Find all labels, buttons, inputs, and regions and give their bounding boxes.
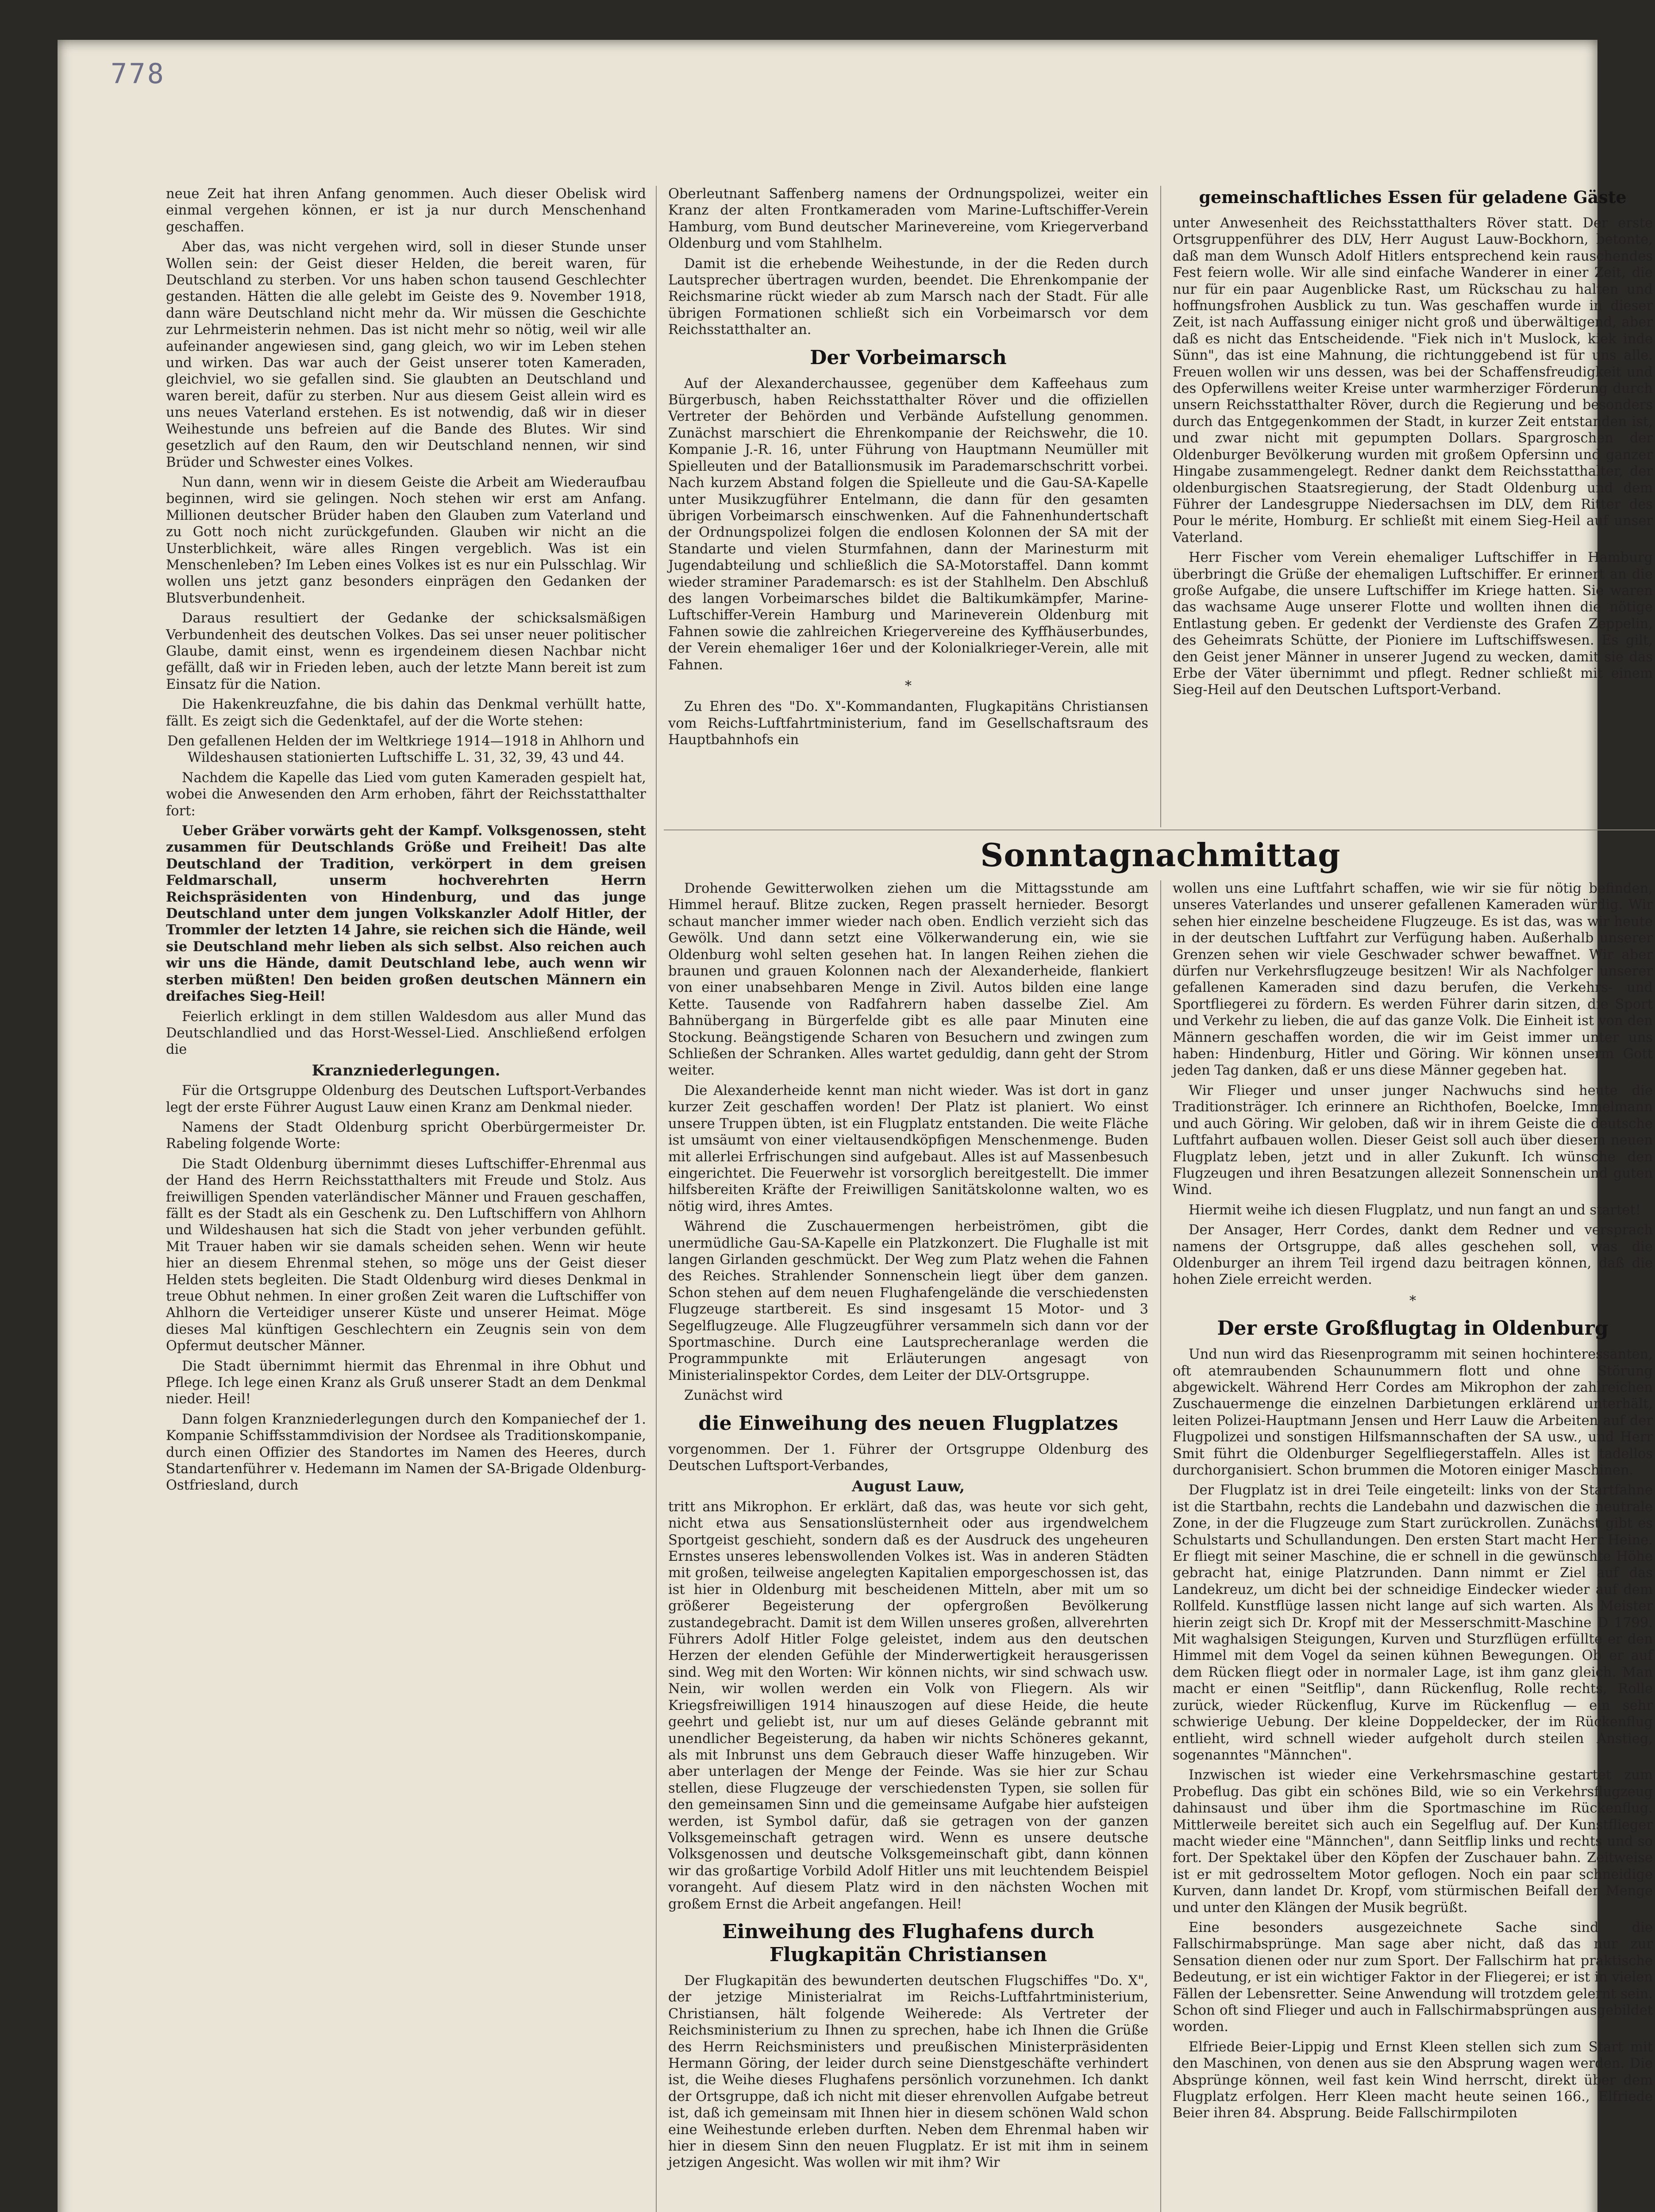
paragraph: Die Stadt Oldenburg übernimmt dieses Luftschiffer-Ehrenmal aus der Hand des Herrn Reichsstatthalters mit Freude und Stolz. Aus freiwilligen Spenden vaterländischer Männer und Frauen geschaffen, fällt es der Stadt als ein Geschenk zu. Den Luftschiffern von Ahlhorn und Wildeshausen hat sich die Stadt von jeher verbunden gefühlt. Mit Trauer haben wir sie damals scheiden sehen. Wenn wir heute hier an diesem Ehrenmal stehen, so möge uns der Geist dieser Helden stets begleiten. Die Stadt Oldenburg wird dieses Denkmal in treue Obhut nehmen. In einer großen Zeit waren die Luftschiffer von Ahlhorn die Verteidiger unserer Küste und unserer Heimat. Möge dieses Mal künftigen Geschlechtern ein Zeugnis sein von dem Opfermut deutscher Männer.	[166, 1156, 646, 1354]
paragraph: Herr Fischer vom Verein ehemaliger Luftschiffer in Hamburg überbringt die Grüße der ehemaligen Luftschiffer. Er erinnert an die große Aufgabe, die unsere Luftschiffer im Kriege hatten. Sie waren das wachsame Auge unserer Flotte und wollten ihnen die nötige Entlastung geben. Er gedenkt der Verdienste des Grafen Zeppelin, des Geheimrats Schütte, der Pioniere im Luftschiffswesen. Es gilt, den Geist jener Männer in unserer Jugend zu wecken, damit sie das Erbe der Väter übernimmt und pflegt. Redner schließt mit einem Sieg-Heil auf den Deutschen Luftsport-Verband.	[1173, 550, 1653, 698]
paragraph: Drohende Gewitterwolken ziehen um die Mittagsstunde am Himmel herauf. Blitze zucken, Regen prasselt hernieder. Besorgt schaut mancher immer wieder nach oben. Endlich verzieht sich das Gewölk. Und dann setzt eine Völkerwanderung ein, wie sie Oldenburg wohl selten gesehen hat. In langen Reihen ziehen die braunen und grauen Kolonnen nach der Alexanderheide, flankiert von einer unabsehbaren Menge in Zivil. Autos bilden eine lange Kette. Tausende von Radfahrern haben dasselbe Ziel. Am Bahnübergang in Bürgerfelde gibt es alle paar Minuten eine Stockung. Beängstigende Scharen von Besuchern und zwingen zum Schließen der Schranken. Alles wartet geduldig, dann geht der Strom weiter.	[668, 881, 1148, 1079]
section-heading: Der erste Großflugtag in Oldenburg	[1217, 1317, 1609, 1340]
paragraph: Oberleutnant Saffenberg namens der Ordnungspolizei, weiter ein Kranz der alten Frontkameraden vom Marine-Luftschiffer-Verein Hamburg, vom Bund deutscher Marinevereine, vom Kriegerverband Oldenburg und vom Stahlhelm.	[668, 186, 1148, 252]
paragraph: Nun dann, wenn wir in diesem Geiste die Arbeit am Wiederaufbau beginnen, wird sie gelingen. Noch stehen wir erst am Anfang. Millionen deutscher Brüder haben den Glauben zum Vaterland und zu Gott noch nicht zurückgefunden. Glauben wir nicht an die Unsterblichkeit, wäre alles Ringen vergeblich. Was ist ein Menschenleben? Im Leben eines Volkes ist es nur ein Pulsschlag. Wir wollen uns jetzt ganz besonders einprägen den Gedanken der Blutsverbundenheit.	[166, 474, 646, 606]
paragraph: tritt ans Mikrophon. Er erklärt, daß das, was heute vor sich geht, nicht etwa aus Sensationslüsternheit oder aus irgendwelchem Sportgeist geschieht, sondern daß es der Ausdruck des ungeheuren Ernstes unseres lebenswollenden Volkes ist. Was in anderen Städten mit großen, teilweise angelegten Kapitalien emporgeschossen ist, das ist hier in Oldenburg mit bescheidenen Mitteln, aber mit um so größerer Begeisterung der opfergroßen Bevölkerung zustandegebracht. Damit ist dem Willen unseres großen, allverehrten Führers Adolf Hitler Folge geleistet, indem aus den deutschen Herzen der elenden Gefühle der Minderwertigkeit herausgerissen sind. Weg mit den Worten: Wir können nichts, wir sind schwach usw. Nein, wir wollen werden ein Volk von Fliegern. Als wir Kriegsfreiwilligen 1914 hinauszogen auf diese Heide, die heute geehrt und geliebt ist, nur um auf dieses Gelände gebrannt mit unendlicher Begeisterung, da haben wir nichts Schöneres gekannt, als mit Inbrunst uns dem Gebrauch dieser Waffe hinzugeben. Wir aber unterlagen der Menge der Feinde. Was sie hier zur Schau stellen, diese Flugzeuge der verschiedensten Typen, sie sollen für den gemeinsamen Sinn und die gemeinsame Aufgabe hier aufsteigen werden, ist Symbol dafür, daß sie getragen von der ganzen Volksgemeinschaft getragen wird. Wenn es unsere deutsche Volksgenossen und deutsche Volksgemeinschaft gibt, dann können wir das großartige Vorbild Adolf Hitler uns mit leuchtendem Beispiel vorangeht. Auf diesem Platz wird in den nächsten Wochen mit großem Ernst die Arbeit angefangen. Heil!	[668, 1499, 1148, 1912]
column-divider	[656, 186, 657, 2212]
separator-asterisk: *	[905, 678, 912, 694]
section-heading: Einweihung des Flughafens durch Flugkapitän Christiansen	[722, 1920, 1094, 1966]
paragraph: Hiermit weihe ich diesen Flugplatz, und nun fangt an und startet!	[1189, 1202, 1641, 1218]
page-number: 778	[111, 58, 166, 90]
paragraph: Für die Ortsgruppe Oldenburg des Deutschen Luftsport-Verbandes legt der erste Führer August Lauw einen Kranz am Denkmal nieder.	[166, 1083, 646, 1115]
paragraph: Dann folgen Kranzniederlegungen durch den Kompaniechef der 1. Kompanie Schiffsstammdivision der Nordsee als Traditionskompanie, durch einen Offizier des Standortes im Namen des Heeres, durch Standartenführer v. Hedemann im Namen der SA-Brigade Oldenburg-Ostfriesland, durch	[166, 1411, 646, 1494]
paragraph: Eine besonders ausgezeichnete Sache sind die Fallschirmabsprünge. Man sage aber nicht, daß das nur zur Sensation dienen oder nur zum Sport. Der Fallschirm hat praktische Bedeutung, er ist ein wichtiger Faktor in der Fliegerei; er ist in vielen Fällen der Lebensretter. Seine Anwendung will trotzdem gelernt sein. Schon oft sind Flieger und auch in Fallschirmabsprüngen ausgebildet worden.	[1173, 1920, 1653, 2035]
paragraph: Und nun wird das Riesenprogramm mit seinen hochinteressanten, oft atemraubenden Schaunummern flott und ohne Störung abgewickelt. Während Herr Cordes am Mikrophon der zahlreichen Zuschauermenge die einzelnen Darbietungen erklärend unterhält, leiten Polizei-Hauptmann Jensen und Herr Lauw die Arbeiten auf der Flugpolizei und sonstigen Hilfsmannschaften der SA usw., und Herr Smit führt die Oldenburger Segelfliegerstaffeln. Alles ist tadellos durchorganisiert. Schon brummen die Motoren einiger Maschinen.	[1173, 1347, 1653, 1478]
paragraph: Auf der Alexanderchaussee, gegenüber dem Kaffeehaus zum Bürgerbusch, haben Reichsstatthalter Röver und die offiziellen Vertreter der Behörden und Verbände Aufstellung genommen. Zunächst marschiert die Ehrenkompanie der Reichswehr, die 10. Kompanie J.-R. 16, unter Führung von Hauptmann Neumüller mit Spielleuten und der Batallionsmusik im Parademarschschritt vorbei. Nach kurzem Abstand folgen die Spielleute und die Gau-SA-Kapelle unter Musikzugführer Entelmann, die dann für den gesamten übrigen Vorbeimarsch einschwenken. Auf die Fahnenhundertschaft der Ordnungspolizei folgen die endlosen Kolonnen der SA mit der Standarte und vielen Sturmfahnen, dann der Marinesturm mit Jugendabteilung und schließlich die SA-Motorstaffel. Dann kommt wieder straminer Parademarsch: es ist der Stahlhelm. Den Abschluß des langen Vorbeimarsches bildet die Baltikumkämpfer, Marine-Luftschiffer-Verein Hamburg und Marineverein Oldenburg mit Fahnen sowie die zahlreichen Kriegervereine des Kyffhäuserbundes, der Verein ehemaliger 16er und der Kolonialkrieger-Verein, alle mit Fahnen.	[668, 376, 1148, 673]
section-heading: gemeinschaftliches Essen für geladene Gäste	[1199, 187, 1627, 207]
column-1	[166, 186, 646, 1498]
column-divider	[1160, 880, 1161, 2212]
column-2-lower	[668, 880, 1148, 2175]
paragraph: Während die Zuschauermengen herbeiströmen, gibt die unermüdliche Gau-SA-Kapelle ein Platzkonzert. Die Flughalle ist mit langen Girlanden geschmückt. Der Weg zum Platz wehen die Fahnen des Reiches. Strahlender Sonnenschein liegt über dem ganzen. Schon stehen auf dem neuen Flughafengelände die verschiedensten Flugzeuge startbereit. Es sind insgesamt 15 Motor- und 3 Segelflugzeuge. Alle Flugzeugführer versammeln sich dann vor der Sportmaschine. Durch eine Lautsprecheranlage werden die Programmpunkte mit Erläuterungen angesagt von Ministerialinspektor Cordes, dem Leiter der DLV-Ortsgruppe.	[668, 1219, 1148, 1383]
section-heading: die Einweihung des neuen Flugplatzes	[698, 1412, 1118, 1435]
separator-asterisk: *	[1409, 1293, 1416, 1309]
paragraph: Feierlich erklingt in dem stillen Waldesdom aus aller Mund das Deutschlandlied und das Horst-Wessel-Lied. Anschließend erfolgen die	[166, 1009, 646, 1058]
paragraph: Damit ist die erhebende Weihestunde, in der die Reden durch Lautsprecher übertragen wurden, beendet. Die Ehrenkompanie der Reichsmarine rückt wieder ab zum Marsch nach der Stadt. Für alle übrigen Formationen schließt sich ein Vorbeimarsch vor dem Reichsstatthalter an.	[668, 256, 1148, 338]
column-2	[668, 186, 1148, 752]
paragraph: unter Anwesenheit des Reichsstatthalters Röver statt. Der erste Ortsgruppenführer des DLV, Herr August Lauw-Bockhorn, betonte, daß man dem Wunsch Adolf Hitlers entsprechend kein rauschendes Fest feiern wolle. Wir alle sind einfache Wanderer in einer Zeit, die nur für ein paar Augenblicke Rast, um Rückschau zu halten und hoffnungsfrohen Ausblick zu tun. Was geschaffen wurde in dieser Zeit, ist nach Auffassung einiger nicht groß und überwältigend, aber daß es nicht das Entscheidende. "Fiek nich in't Muslock, kiek inde Sünn", das ist eine Mahnung, die richtunggebend ist für uns alle. Freuen wollen wir uns dessen, was bei der Schaffensfreudigkeit und des Opferwillens weiter Kreise unter warmherziger Förderung durch unsern Reichsstatthalter Röver, durch die Regierung und besonders durch das Entgegenkommen der Stadt, in kurzer Zeit entstanden ist, und zwar nicht mit gepumpten Dollars. Spargroschen der Oldenburger Bevölkerung wurden mit großem Opfersinn und ganzer Hingabe zusammengelegt. Redner dankt dem Reichsstatthalter, der oldenburgischen Staatsregierung, der Stadt Oldenburg und dem Führer der Landesgruppe Niedersachsen im DLV, dem Ritter des Pour le mérite, Homburg. Er schließt mit einem Sieg-Heil auf unser Vaterland.	[1173, 215, 1653, 545]
paragraph: Die Alexanderheide kennt man nicht wieder. Was ist dort in ganz kurzer Zeit geschaffen worden! Der Platz ist planiert. Wo einst unsere Truppen übten, ist ein Flugplatz entstanden. Die weite Fläche ist umsäumt von einer vieltausendköpfigen Menschenmenge. Buden mit allerlei Erfrischungen sind aufgebaut. Alles ist auf Massenbesuch eingerichtet. Die Feuerwehr ist vorsorglich bereitgestellt. Die immer hilfsbereiten Kräfte der Freiwilligen Sanitätskolonne walten, wo es nötig wird, ihres Amtes.	[668, 1083, 1148, 1214]
section-heading: Der Vorbeimarsch	[810, 346, 1007, 369]
paragraph: Zu Ehren des "Do. X"-Kommandanten, Flugkapitäns Christiansen vom Reichs-Luftfahrtministerium, fand im Gesellschaftsraum des Hauptbahnhofs ein	[668, 699, 1148, 748]
column-3	[1173, 186, 1653, 702]
paragraph: Der Ansager, Herr Cordes, dankt dem Redner und versprach namens der Ortsgruppe, daß alles geschehen soll, was die Oldenburger an ihrem Teil irgend dazu beitragen können, daß die hohen Ziele erreicht werden.	[1173, 1222, 1653, 1288]
section-heading-large: Sonntagnachmittag	[980, 836, 1341, 874]
paragraph: Namens der Stadt Oldenburg spricht Oberbürgermeister Dr. Rabeling folgende Worte:	[166, 1119, 646, 1152]
paragraph: vorgenommen. Der 1. Führer der Ortsgruppe Oldenburg des Deutschen Luftsport-Verbandes,	[668, 1441, 1148, 1474]
section-heading: Kranzniederlegungen.	[312, 1061, 500, 1079]
paragraph: Daraus resultiert der Gedanke der schicksalsmäßigen Verbundenheit des deutschen Volkes. Das sei unser neuer politischer Glaube, damit einst, wenn es irgendeinem diesen Nachbar nicht gefällt, daß wir in Frieden leben, auch der letzte Mann bereit ist zum Einsatz für die Nation.	[166, 611, 646, 692]
paragraph: Nachdem die Kapelle das Lied vom guten Kameraden gespielt hat, wobei die Anwesenden den Arm erhoben, fährt der Reichsstatthalter fort:	[166, 770, 646, 819]
paragraph: Inzwischen ist wieder eine Verkehrsmaschine gestartet zum Probeflug. Das gibt ein schönes Bild, wie so ein Verkehrsflugzeug dahinsaust und über ihm die Sportmaschine im Rückenflug. Mittlerweile bereitet sich auch ein Segelflug auf. Der Kunstflieger macht wieder eine "Männchen", dann Seitflip links und rechts und so fort. Der Spektakel über den Köpfen der Zuschauer bahn. Zeitweise ist er mit gedrosseltem Motor geflogen. Noch ein paar schneidige Kurven, dann landet Dr. Kropf, vom stürmischen Beifall der Menge und unter den Klängen der Musik begrüßt.	[1173, 1767, 1653, 1916]
paragraph: neue Zeit hat ihren Anfang genommen. Auch dieser Obelisk wird einmal vergehen können, er ist ja nur durch Menschenhand geschaffen.	[166, 186, 646, 235]
speaker-name: August Lauw,	[851, 1478, 965, 1496]
paragraph: Elfriede Beier-Lippig und Ernst Kleen stellen sich zum Start mit den Maschinen, von denen aus sie den Absprung wagen werden. Die Absprünge können, weil fast kein Wind herrscht, direkt über dem Flugplatz erfolgen. Herr Kleen macht heute seinen 166., Elfriede Beier ihren 84. Absprung. Beide Fallschirmpiloten	[1173, 2039, 1653, 2121]
paragraph: Die Hakenkreuzfahne, die bis dahin das Denkmal verhüllt hatte, fällt. Es zeigt sich die Gedenktafel, auf der die Worte stehen:	[166, 697, 646, 729]
paragraph: wollen uns eine Luftfahrt schaffen, wie wir sie für nötig befinden, unseres Vaterlandes und unserer gefallenen Kameraden würdig. Wir sehen hier einzelne bescheidene Flugzeuge. Es ist das, was wir heute in der deutschen Luftfahrt zur Verfügung haben. Außerhalb unserer Grenzen sehen wir viele Geschwader schwer bewaffnet. Wir aber dürfen nur Verkehrsflugzeuge besitzen! Wir als Nachfolger unserer gefallenen Kameraden sind dazu berufen, die Verkehrs- und Sportfliegerei zu fördern. Es werden Führer darin sitzen, die Sport und Verkehr zu lieben, die auf das ganze Volk. Die Einheit ist von den Männern geschaffen worden, die wir im Geist immer unter uns haben: Hindenburg, Hitler und Göring. Wir können unserm Gott jeden Tag danken, daß er uns diese Männer gegeben hat.	[1173, 881, 1653, 1079]
paragraph: Der Flugkapitän des bewunderten deutschen Flugschiffes "Do. X", der jetzige Ministerialrat im Reichs-Luftfahrtministerium, Christiansen, hält folgende Weiherede: Als Vertreter der Reichsministerium zu Ihnen zu sprechen, habe ich Ihnen die Grüße des Herrn Reichsministers und preußischen Ministerpräsidenten Hermann Göring, der leider durch seine Dienstgeschäfte verhindert ist, die Weihe dieses Flughafens persönlich vorzunehmen. Ich dankt der Ortsgruppe, daß ich nicht mit dieser ehrenvollen Aufgabe betreut ist, daß ich gemeinsam mit Ihnen hier in diesem schönen Wald schon eine Weihestunde erleben durften. Neben dem Ehrenmal haben wir hier in diesem Sinn den neuen Flugplatz. Er ist mit ihm in seinem jetzigen Angesicht. Was wollen wir mit ihm? Wir	[668, 1973, 1148, 2171]
paragraph: Aber das, was nicht vergehen wird, soll in dieser Stunde unser Wollen sein: der Geist dieser Helden, die bereit waren, für Deutschland zu sterben. Vor uns haben schon tausend Geschlechter gestanden. Hätten die alle gelebt im Geiste des 9. November 1918, dann wäre Deutschland nicht mehr da. Wir müssen die Geschichte zur Lehrmeisterin nehmen. Das ist nicht mehr so nötig, weil wir alle aufeinander angewiesen sind, gang gleich, wo wir im Leben stehen und wirken. Das war auch der Geist unserer toten Kameraden, gleichviel, wo sie gefallen sind. Sie glaubten an Deutschland und waren bereit, dafür zu sterben. Nur aus diesem Geist allein wird es uns neues Vaterland erstehen. Es ist notwendig, daß wir in dieser Weihestunde uns befreien auf die Bande des Blutes. Wir sind gesetzlich auf den Raum, den wir Deutschland nennen, wir sind Brüder und Schwester eines Volkes.	[166, 239, 646, 470]
column-3-lower	[1173, 880, 1653, 2125]
memorial-inscription: Den gefallenen Helden der im Weltkriege 1914—1918 in Ahlhorn und Wildeshausen stationierten Luftschiffe L. 31, 32, 39, 43 und 44.	[167, 733, 645, 766]
paragraph: Zunächst wird	[684, 1388, 783, 1404]
paragraph: Der Flugplatz ist in drei Teile eingeteilt: links von der Startfahne ist die Startbahn, rechts die Landebahn und dazwischen die neutrale Zone, in der die Flugzeuge zum Start zurückrollen. Zunächst gibt es Schulstarts und Schullandungen. Den ersten Start macht Herr Heine. Er fliegt mit seiner Maschine, die er schnell in die gewünschte Höhe gebracht hat, einige Platzrunden. Dann nimmt er Ziel auf das Landekreuz, um dicht bei der schneidige Eindecker wieder auf dem Rollfeld. Kunstflüge lassen nicht lange auf sich warten. Als Meister hierin zeigt sich Dr. Kropf mit der Messerschmitt-Maschine D 1799. Mit waghalsigen Steigungen, Kurven und Sturzflügen erfüllte er den Himmel mit dem Vogel da seinen kühnen Bewegungen. Ob er auf dem Rücken fliegt oder in normaler Lage, ist ihm ganz gleich. Man macht er einen "Seitflip", dann Rückenflug, Rolle rechts, Rolle zurück, wieder Rückenflug, Kurve im Rückenflug — ein sehr schwierige Uebung. Der kleine Doppeldecker, der im Rückenflug entlieht, wird schnell wieder aufgeholt durch steilen Anstieg, sogenanntes "Männchen".	[1173, 1482, 1653, 1763]
paragraph: Die Stadt übernimmt hiermit das Ehrenmal in ihre Obhut und Pflege. Ich lege einen Kranz als Gruß unserer Stadt an dem Denkmal nieder. Heil!	[166, 1358, 646, 1407]
paragraph: Ueber Gräber vorwärts geht der Kampf. Volksgenossen, steht zusammen für Deutschlands Größe und Freiheit! Das alte Deutschland der Tradition, verkörpert in dem greisen Feldmarschall, unserm hochverehrten Herrn Reichspräsidenten von Hindenburg, und das junge Deutschland unter dem jungen Volkskanzler Adolf Hitler, der Trommler der letzten 14 Jahre, sie reichen sich die Hände, weil sie Deutschland mehr lieben als sich selbst. Also reichen auch wir uns die Hände, damit Deutschland lebe, auch wenn wir sterben müßten! Den beiden großen deutschen Männern ein dreifaches Sieg-Heil!	[166, 823, 646, 1005]
newspaper-page	[58, 40, 1653, 2212]
paragraph: Wir Flieger und unser junger Nachwuchs sind heute die Traditionsträger. Ich erinnere an Richthofen, Boelcke, Immelmann und auch Göring. Wir geloben, daß wir in ihrem Geiste die deutsche Luftfahrt aufbauen wollen. Dieser Geist soll auch über diesem neuen Flugplatz leben, jetzt und in aller Zukunft. Ich wünsche den Flugzeugen und ihren Besatzungen allezeit Sonnenschein und guten Wind.	[1173, 1083, 1653, 1198]
column-divider	[1160, 186, 1161, 827]
